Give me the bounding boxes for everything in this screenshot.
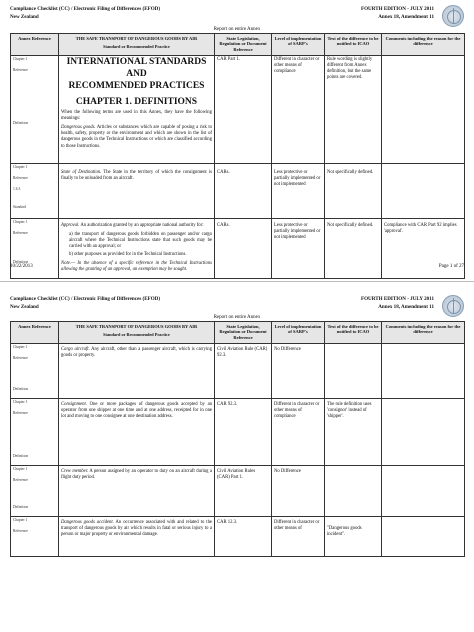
col-standard-label: Standard or Recommended Practice xyxy=(103,44,170,50)
legislation-text: CAR 12.3. xyxy=(217,520,238,526)
table-row xyxy=(11,55,465,163)
report-scope: Report on entire Annex xyxy=(213,315,261,320)
difference-text: "Dangerous goods incident". xyxy=(327,526,362,538)
level-text: No Difference xyxy=(274,469,301,475)
level-cell xyxy=(272,516,325,556)
definition-text xyxy=(61,347,212,359)
document-page-2 xyxy=(0,290,474,632)
ref-definition: Definition xyxy=(13,504,29,509)
col-legislation: State Legislation, Regulation or Document Reference xyxy=(215,34,272,56)
comments-cell xyxy=(382,516,465,556)
level-cell xyxy=(272,218,325,278)
icao-logo-icon xyxy=(442,5,464,27)
comments-cell xyxy=(382,55,465,163)
comments-cell xyxy=(382,398,465,465)
level-cell xyxy=(272,398,325,465)
standard-cell xyxy=(59,218,215,278)
definition-text xyxy=(61,402,212,420)
ref-reference: Reference xyxy=(13,67,28,72)
difference-text: Not specifically defined. xyxy=(327,170,374,176)
state-name: New Zealand xyxy=(10,303,39,310)
difference-text: The rule definition uses 'consignor' instead of 'shipper'. xyxy=(327,402,372,420)
standards-heading-line2: RECOMMENDED PRACTICES xyxy=(68,80,205,91)
definition-text xyxy=(61,223,212,229)
annex-reference-cell xyxy=(11,55,59,163)
ref-chapter: Chapter 1 xyxy=(13,518,28,523)
annex-reference-cell xyxy=(11,163,59,218)
definition-term: State of Destination. xyxy=(61,170,102,176)
standard-cell xyxy=(59,163,215,218)
definition-text xyxy=(61,469,212,481)
level-text: Less protective or partially implemented or not implemented xyxy=(274,223,321,241)
legislation-cell xyxy=(215,218,272,278)
footer-page-number: Page 1 of 27 xyxy=(438,264,464,269)
col-comments: Comments including the reason for the difference xyxy=(382,34,465,56)
definition-term: Approval. xyxy=(61,223,80,229)
ref-reference: Reference xyxy=(13,175,28,180)
table-annex-title: THE SAFE TRANSPORT OF DANGEROUS GOODS BY AIR xyxy=(75,35,198,41)
page-header-right xyxy=(361,296,434,312)
legislation-text: CAR 92.3. xyxy=(217,402,238,408)
ref-chapter: Chapter 1 xyxy=(13,400,28,405)
definition-body: An occurrence associated with and related to the transport of dangerous goods by air which results in fatal or serious injury to a person or major property or environmental damage. xyxy=(61,520,212,538)
annex-reference-cell xyxy=(11,465,59,516)
ref-chapter: Chapter 1 xyxy=(13,165,28,170)
table-header-row xyxy=(11,322,465,344)
table-header-row xyxy=(11,34,465,56)
page-separator xyxy=(0,281,474,282)
legislation-text: CARs. xyxy=(217,223,230,229)
comments-cell xyxy=(382,163,465,218)
definition-term: Dangerous goods accident. xyxy=(61,520,114,526)
ref-definition: Definition xyxy=(13,120,29,125)
document-page-1 xyxy=(0,0,474,274)
ref-chapter: Chapter 1 xyxy=(13,220,28,225)
table-row xyxy=(11,516,465,556)
level-cell xyxy=(272,465,325,516)
table-row xyxy=(11,343,465,398)
ref-reference: Reference xyxy=(13,410,28,415)
annex-reference-cell xyxy=(11,343,59,398)
comments-cell xyxy=(382,465,465,516)
checklist-title: Compliance Checklist (CC) / Electronic Filing of Differences (EFOD) xyxy=(10,6,161,12)
level-text: No Difference xyxy=(274,347,301,353)
standards-heading xyxy=(61,57,212,93)
ref-standard: Standard xyxy=(13,205,27,210)
compliance-table xyxy=(10,321,465,557)
ref-definition: Definition xyxy=(13,259,29,264)
comments-cell xyxy=(382,218,465,278)
report-scope: Report on entire Annex xyxy=(213,27,261,32)
definition-note: Note.— In the absence of a specific reference in the Technical Instructions allowing the granting of an approval, an exemption may be sought. xyxy=(61,260,212,272)
page-header-left xyxy=(10,296,160,312)
legislation-cell xyxy=(215,163,272,218)
annex-amendment-label: Annex 18, Amendment 11 xyxy=(378,303,434,310)
ref-reference: Reference xyxy=(13,477,28,482)
page-header-right xyxy=(361,6,434,22)
col-standard xyxy=(59,34,215,56)
legislation-text: Civil Aviation Rules (CAR) Part 1. xyxy=(217,469,256,481)
state-name: New Zealand xyxy=(10,13,39,20)
legislation-cell: CAR Part 1. xyxy=(215,55,272,163)
definition-term: Dangerous goods. xyxy=(61,125,96,131)
list-item: a) the transport of dangerous goods forbidden on passenger and/or cargo aircraft where the Technical Instructions state that such goods may be carried with an approval; or xyxy=(69,232,212,250)
table-row xyxy=(11,163,465,218)
ref-definition: Definition xyxy=(13,386,29,391)
ref-reference: Reference xyxy=(13,230,28,235)
standard-cell xyxy=(59,516,215,556)
col-standard xyxy=(59,322,215,344)
page-header-left xyxy=(10,6,160,22)
table-row xyxy=(11,465,465,516)
definition-body: One or more packages of dangerous goods accepted by an operator from one shipper at one time and at one address, receipted for in one lot and moving to one consignee at one destination address. xyxy=(61,402,212,420)
definition-term: Cargo aircraft. xyxy=(61,347,90,353)
legislation-cell xyxy=(215,398,272,465)
col-difference: Text of the difference to be notified to ICAO xyxy=(325,322,382,344)
col-annex-reference: Annex Reference xyxy=(11,34,59,56)
annex-amendment-label: Annex 18, Amendment 11 xyxy=(378,13,434,20)
icao-logo-icon xyxy=(442,295,464,317)
col-comments: Comments including the reason for the difference xyxy=(382,322,465,344)
definition-body: The State in the territory of which the consignment is finally to be unloaded from an aircraft. xyxy=(61,170,212,182)
ref-number: 1.6.3 xyxy=(13,186,21,191)
difference-cell xyxy=(325,516,382,556)
legislation-text: CARs. xyxy=(217,170,230,176)
compliance-table xyxy=(10,33,465,279)
level-text: Different in character or other means of xyxy=(274,520,320,532)
annex-reference-cell xyxy=(11,398,59,465)
ref-reference: Reference xyxy=(13,528,28,533)
ref-definition: Definition xyxy=(13,453,29,458)
definition-text xyxy=(61,125,212,149)
comments-cell xyxy=(382,343,465,398)
ref-chapter: Chapter 1 xyxy=(13,57,28,62)
ref-chapter: Chapter 1 xyxy=(13,467,28,472)
level-cell: Different in character or other means of compliance xyxy=(272,55,325,163)
definition-body: Articles or substances which are capable of posing a risk to health, safety, property or the environment and which are shown in the list of dangerous goods in the Technical Instructions or which are classified according to those Instructions. xyxy=(61,125,213,149)
checklist-title: Compliance Checklist (CC) / Electronic Filing of Differences (EFOD) xyxy=(10,296,161,302)
standard-cell xyxy=(59,343,215,398)
definition-term: Consignment. xyxy=(61,402,87,408)
definition-body: A person assigned by an operator to duty on an aircraft during a flight duty period. xyxy=(61,469,212,481)
col-difference: Text of the difference to be notified to ICAO xyxy=(325,34,382,56)
ref-reference: Reference xyxy=(13,355,28,360)
footer-date: 10/22/2013 xyxy=(10,264,33,269)
definition-list xyxy=(69,232,212,258)
standard-cell xyxy=(59,465,215,516)
difference-text: Not specifically defined. xyxy=(327,223,374,229)
level-cell xyxy=(272,343,325,398)
difference-cell xyxy=(325,343,382,398)
comments-text: Compliance with CAR Part 92 implies 'approval'. xyxy=(384,223,457,235)
chapter-heading: CHAPTER 1. DEFINITIONS xyxy=(75,96,198,107)
level-cell xyxy=(272,163,325,218)
level-text: Less protective or partially implemented or not implemented xyxy=(274,170,321,188)
table-row xyxy=(11,218,465,278)
table-annex-title: THE SAFE TRANSPORT OF DANGEROUS GOODS BY AIR xyxy=(75,323,198,329)
annex-reference-cell xyxy=(11,516,59,556)
legislation-cell xyxy=(215,343,272,398)
annex-reference-cell xyxy=(11,218,59,278)
difference-cell: Rule wording is slightly different from Annex definition, but the same points are covered. xyxy=(325,55,382,163)
definitions-intro: When the following terms are used in this Annex, they have the following meanings: xyxy=(61,110,212,122)
legislation-cell xyxy=(215,465,272,516)
col-standard-label: Standard or Recommended Practice xyxy=(103,332,170,338)
edition-label: FOURTH EDITION - JULY 2011 xyxy=(360,6,434,12)
difference-cell xyxy=(325,465,382,516)
legislation-text: Civil Aviation Rule (CAR) 92.3. xyxy=(217,347,268,359)
standard-cell xyxy=(59,55,215,163)
difference-cell xyxy=(325,163,382,218)
definition-body: Any aircraft, other than a passenger aircraft, which is carrying goods or property. xyxy=(61,347,212,359)
difference-cell xyxy=(325,398,382,465)
level-text: Different in character or other means of compliance xyxy=(274,402,320,420)
definition-term: Crew member. xyxy=(61,469,89,475)
list-item: b) other purposes as provided for in the Technical Instructions. xyxy=(69,252,187,258)
definition-body: An authorization granted by an appropriate national authority for: xyxy=(79,223,204,229)
col-annex-reference: Annex Reference xyxy=(11,322,59,344)
col-level: Level of implementation of SARP's xyxy=(272,322,325,344)
col-level: Level of implementation of SARP's xyxy=(272,34,325,56)
ref-chapter: Chapter 1 xyxy=(13,345,28,350)
difference-cell xyxy=(325,218,382,278)
edition-label: FOURTH EDITION - JULY 2011 xyxy=(360,296,434,302)
definition-text xyxy=(61,520,212,538)
standards-heading-line1: INTERNATIONAL STANDARDS AND xyxy=(66,57,207,79)
standard-cell xyxy=(59,398,215,465)
table-row xyxy=(11,398,465,465)
definition-text xyxy=(61,170,212,182)
legislation-cell xyxy=(215,516,272,556)
col-legislation: State Legislation, Regulation or Document Reference xyxy=(215,322,272,344)
